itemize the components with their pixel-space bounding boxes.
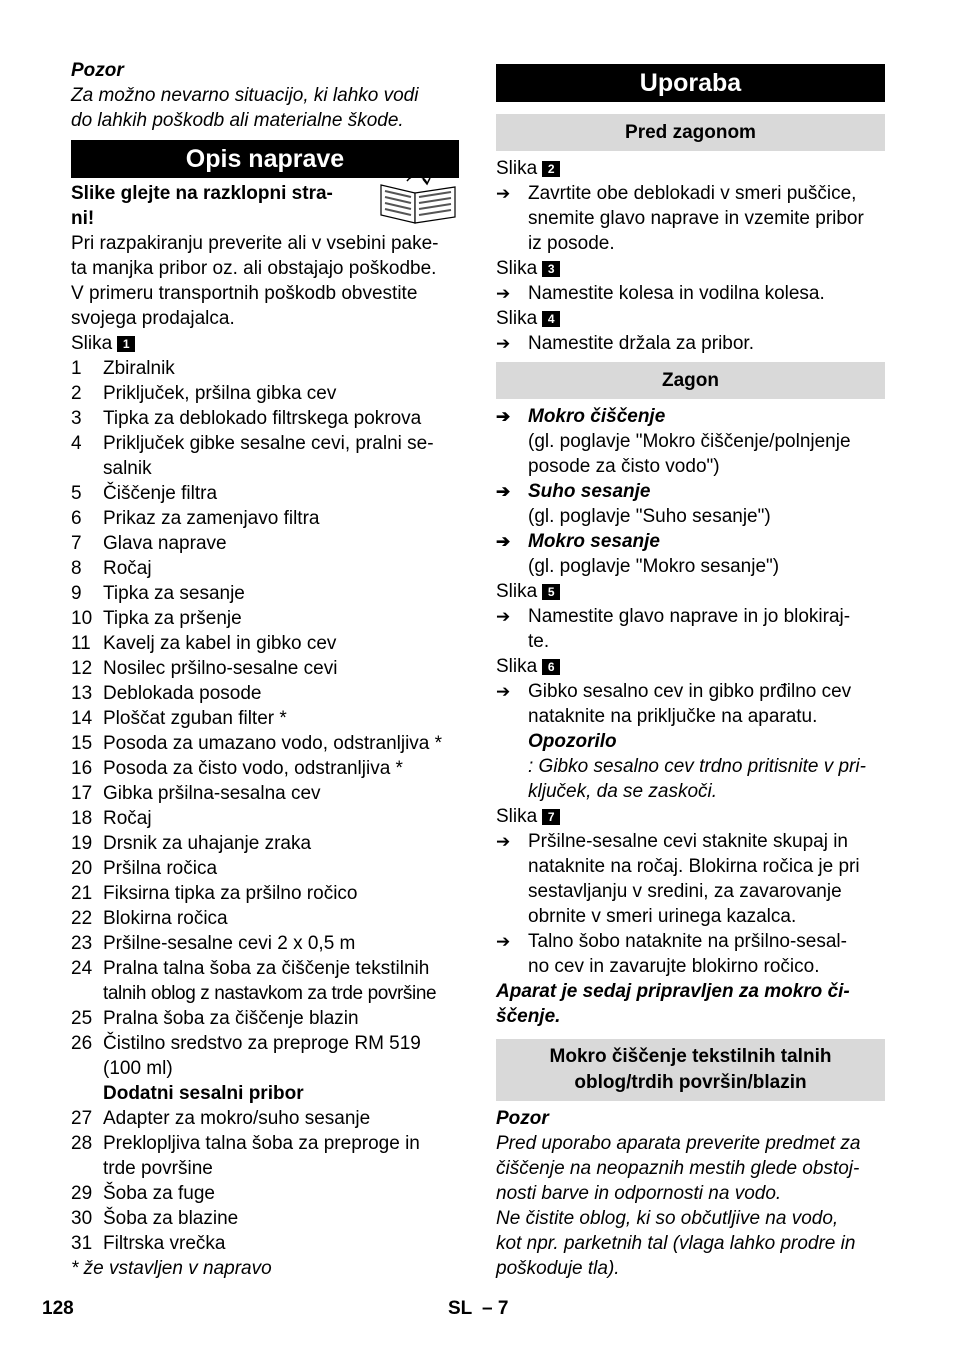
item-text: Adapter za mokro/suho sesanje — [103, 1108, 371, 1129]
list-item — [71, 506, 459, 531]
item-number: 20 — [71, 858, 93, 879]
pozor-text: nosti barve in odpornosti na vodo. — [496, 1183, 782, 1204]
item-text: Nosilec pršilno-sesalne cevi — [103, 658, 338, 679]
item-number: 25 — [71, 1008, 93, 1029]
step-text: Gibko sesalno cev in gibko prđilno cev — [528, 681, 852, 702]
item-number: 15 — [71, 733, 93, 754]
step-line — [496, 929, 885, 954]
item-text: Kavelj za kabel in gibko cev — [103, 633, 337, 654]
item-number: 9 — [71, 583, 82, 604]
pozor-text: Pred uporabo aparata preverite predmet za — [496, 1133, 861, 1154]
list-item — [71, 631, 459, 656]
item-text: Priključek gibke sesalne cevi, pralni se- — [103, 433, 434, 454]
item-number: 30 — [71, 1208, 93, 1229]
item-number: 7 — [71, 533, 82, 554]
intro-text: svojega prodajalca. — [71, 308, 235, 329]
item-text: Tipka za deblokado filtrskega pokrova — [103, 408, 422, 429]
arrow-icon: ➔ — [496, 682, 511, 701]
figure-number-badge: 2 — [542, 161, 560, 177]
mode-line — [496, 479, 885, 504]
figure-label: Slika — [496, 581, 538, 602]
figure-ref — [496, 256, 885, 281]
intro-text: V primeru transportnih poškodb obvestite — [71, 283, 418, 304]
mode-title: Suho sesanje — [528, 481, 651, 502]
list-item — [71, 881, 459, 906]
item-text: Blokirna ročica — [103, 908, 228, 929]
list-item — [71, 731, 459, 756]
mode-title: Mokro čiščenje — [528, 406, 666, 427]
item-text: Pralna šoba za čiščenje blazin — [103, 1008, 359, 1029]
item-number: 11 — [71, 633, 91, 654]
mode-ref: (gl. poglavje "Mokro čiščenje/polnjenje — [528, 431, 851, 452]
item-text: Priključek, pršilna gibka cev — [103, 383, 337, 404]
figure-ref — [496, 156, 885, 181]
mode-line — [496, 529, 885, 554]
mode-title: Mokro sesanje — [528, 531, 660, 552]
item-number: 18 — [71, 808, 93, 829]
section-page-number: – 7 — [482, 1298, 509, 1319]
open-book-icon — [377, 173, 459, 227]
list-item — [71, 606, 459, 631]
arrow-icon: ➔ — [496, 532, 511, 551]
step-text: no cev in zavarujte blokirno ročico. — [528, 956, 820, 977]
list-item — [71, 481, 459, 506]
item-number: 8 — [71, 558, 82, 579]
item-number: 5 — [71, 483, 82, 504]
arrow-icon: ➔ — [496, 334, 511, 353]
item-text: Drsnik za uhajanje zraka — [103, 833, 312, 854]
list-item — [71, 531, 459, 556]
item-text-continued: talnih oblog z nastavkom za trde površine — [103, 983, 437, 1004]
figure-ref — [496, 654, 885, 679]
subheading-line: oblog/trdih površin/blazin — [574, 1072, 807, 1093]
step-line — [496, 281, 885, 306]
step-text: sestavljanju v sredini, za zavarovanje — [528, 881, 842, 902]
item-text: Pršilne-sesalne cevi 2 x 0,5 m — [103, 933, 356, 954]
accessory-list — [71, 1106, 459, 1256]
item-text: Ploščat zguban filter * — [103, 708, 287, 729]
item-number: 3 — [71, 408, 82, 429]
list-item — [71, 1231, 459, 1256]
figure-label: Slika — [71, 333, 113, 354]
step-text: iz posode. — [528, 233, 615, 254]
item-text: Čiščenje filtra — [103, 483, 218, 504]
item-text: Tipka za pršenje — [103, 608, 242, 629]
figure-label: Slika — [496, 806, 538, 827]
step-line — [496, 829, 885, 854]
item-number: 27 — [71, 1108, 93, 1129]
pozor-text: Ne čistite oblog, ki so občutljive na vodo, — [496, 1208, 839, 1229]
item-number: 13 — [71, 683, 93, 704]
arrow-icon: ➔ — [496, 832, 511, 851]
item-text: Tipka za sesanje — [103, 583, 245, 604]
item-number: 2 — [71, 383, 82, 404]
footnote: * že vstavljen v napravo — [71, 1258, 272, 1279]
ready-note: Aparat je sedaj pripravljen za mokro či- — [496, 981, 850, 1002]
item-text: Šoba za fuge — [103, 1183, 215, 1204]
ready-note: ščenje. — [496, 1006, 561, 1027]
page-number: 128 — [42, 1298, 74, 1319]
mode-line — [496, 404, 885, 429]
figure-ref — [71, 331, 459, 356]
step-text: obrnite v smeri urinega kazalca. — [528, 906, 797, 927]
component-list — [71, 356, 459, 1081]
list-item — [71, 1206, 459, 1231]
arrow-icon: ➔ — [496, 482, 511, 501]
step-text: te. — [528, 631, 550, 652]
step-line — [496, 679, 885, 704]
section-heading-opis-naprave: Opis naprave — [71, 140, 459, 178]
arrow-icon: ➔ — [496, 407, 511, 426]
item-text-continued: trde površine — [103, 1158, 213, 1179]
figure-number-badge: 7 — [542, 809, 560, 825]
list-item — [71, 1106, 459, 1131]
intro-block — [71, 181, 459, 331]
item-text-continued: (100 ml) — [103, 1058, 173, 1079]
step-text: Namestite kolesa in vodilna kolesa. — [528, 283, 825, 304]
figure-label: Slika — [496, 308, 538, 329]
subheading-line: Mokro čiščenje tekstilnih talnih — [549, 1046, 832, 1067]
item-text-continued: salnik — [103, 458, 152, 479]
step-line — [496, 181, 885, 206]
item-text: Filtrska vrečka — [103, 1233, 226, 1254]
item-text: Prikaz za zamenjavo filtra — [103, 508, 320, 529]
figure-number-badge: 4 — [542, 311, 560, 327]
subheading-mokro-ciscenje — [496, 1039, 885, 1101]
warning-text: : Gibko sesalno cev trdno pritisnite v pri- — [528, 756, 866, 777]
step-text: Zavrtite obe deblokadi v smeri puščice, — [528, 183, 857, 204]
accessory-subheading: Dodatni sesalni pribor — [103, 1083, 304, 1104]
step-text: snemite glavo naprave in vzemite pribor — [528, 208, 864, 229]
see-pages-note: Slike glejte na razklopni stra- — [71, 183, 333, 204]
list-item — [71, 906, 459, 931]
list-item — [71, 656, 459, 681]
figure-number-badge: 3 — [542, 261, 560, 277]
list-item — [71, 856, 459, 881]
subheading-zagon: Zagon — [496, 362, 885, 399]
figure-number-badge: 5 — [542, 584, 560, 600]
item-text: Zbiralnik — [103, 358, 175, 379]
item-number: 21 — [71, 883, 93, 904]
list-item — [71, 1131, 459, 1156]
step-text: nataknite na ročaj. Blokirna ročica je pri — [528, 856, 860, 877]
item-text: Pršilna ročica — [103, 858, 218, 879]
section-heading-uporaba: Uporaba — [496, 64, 885, 102]
list-item — [71, 781, 459, 806]
figure-label: Slika — [496, 656, 538, 677]
pozor-text: Za možno nevarno situacijo, ki lahko vodi — [71, 85, 419, 106]
mode-ref: posode za čisto vodo") — [528, 456, 720, 477]
item-text: Šoba za blazine — [103, 1208, 239, 1229]
item-number: 14 — [71, 708, 93, 729]
item-number: 29 — [71, 1183, 93, 1204]
list-item — [71, 956, 459, 981]
item-text: Deblokada posode — [103, 683, 262, 704]
item-number: 26 — [71, 1033, 93, 1054]
step-text: Namestite držala za pribor. — [528, 333, 754, 354]
item-text: Fiksirna tipka za pršilno ročico — [103, 883, 358, 904]
arrow-icon: ➔ — [496, 932, 511, 951]
item-number: 6 — [71, 508, 82, 529]
warning-title: Opozorilo — [528, 731, 617, 752]
arrow-icon: ➔ — [496, 184, 511, 203]
list-item — [71, 1031, 459, 1056]
list-item — [71, 406, 459, 431]
pozor-title: Pozor — [496, 1108, 549, 1129]
figure-ref — [496, 306, 885, 331]
item-text: Gibka pršilna-sesalna cev — [103, 783, 321, 804]
item-number: 4 — [71, 433, 82, 454]
list-item — [71, 556, 459, 581]
step-line — [496, 331, 885, 356]
figure-number-badge: 1 — [117, 336, 135, 352]
figure-label: Slika — [496, 258, 538, 279]
item-number: 1 — [71, 358, 82, 379]
intro-text: ta manjka pribor oz. ali obstajajo poškodbe. — [71, 258, 437, 279]
see-pages-note: ni! — [71, 208, 95, 229]
list-item — [71, 681, 459, 706]
item-text: Ročaj — [103, 558, 152, 579]
language-code: SL — [448, 1298, 473, 1319]
item-text: Posoda za umazano vodo, odstranljiva * — [103, 733, 443, 754]
item-number: 31 — [71, 1233, 93, 1254]
item-text: Pralna talna šoba za čiščenje tekstilnih — [103, 958, 430, 979]
arrow-icon: ➔ — [496, 607, 511, 626]
item-text: Ročaj — [103, 808, 152, 829]
list-item — [71, 806, 459, 831]
pozor-text: poškoduje tla). — [496, 1258, 620, 1279]
list-item — [71, 431, 459, 456]
list-item — [71, 706, 459, 731]
item-number: 23 — [71, 933, 93, 954]
figure-ref — [496, 579, 885, 604]
item-number: 24 — [71, 958, 93, 979]
item-number: 16 — [71, 758, 93, 779]
step-text: Talno šobo nataknite na pršilno-sesal- — [528, 931, 847, 952]
item-number: 19 — [71, 833, 93, 854]
item-text: Glava naprave — [103, 533, 227, 554]
item-number: 10 — [71, 608, 93, 629]
list-item — [71, 1006, 459, 1031]
arrow-icon: ➔ — [496, 284, 511, 303]
step-text: nataknite na priključke na aparatu. — [528, 706, 818, 727]
list-item — [71, 831, 459, 856]
pozor-text: čiščenje na neopaznih mestih glede obstoj- — [496, 1158, 860, 1179]
list-item — [71, 356, 459, 381]
item-text: Posoda za čisto vodo, odstranljiva * — [103, 758, 403, 779]
mode-ref: (gl. poglavje "Suho sesanje") — [528, 506, 771, 527]
right-column — [496, 58, 885, 1281]
figure-label: Slika — [496, 158, 538, 179]
list-item — [71, 381, 459, 406]
pozor-text: kot npr. parketnih tal (vlaga lahko prodre in — [496, 1233, 856, 1254]
step-text: Namestite glavo naprave in jo blokiraj- — [528, 606, 851, 627]
step-line — [496, 604, 885, 629]
mode-ref: (gl. poglavje "Mokro sesanje") — [528, 556, 780, 577]
warning-text: ključek, da se zaskoči. — [528, 781, 718, 802]
item-number: 28 — [71, 1133, 93, 1154]
pozor-text: do lahkih poškodb ali materialne škode. — [71, 110, 404, 131]
item-number: 12 — [71, 658, 93, 679]
list-item — [71, 1181, 459, 1206]
list-item — [71, 756, 459, 781]
list-item — [71, 581, 459, 606]
item-number: 22 — [71, 908, 93, 929]
item-text: Preklopljiva talna šoba za preproge in — [103, 1133, 420, 1154]
step-text: Pršilne-sesalne cevi staknite skupaj in — [528, 831, 848, 852]
item-text: Čistilno sredstvo za preproge RM 519 — [103, 1033, 421, 1054]
intro-text: Pri razpakiranju preverite ali v vsebini pake- — [71, 233, 439, 254]
item-number: 17 — [71, 783, 93, 804]
pozor-title: Pozor — [71, 60, 124, 81]
figure-ref — [496, 804, 885, 829]
list-item — [71, 931, 459, 956]
subheading-pred-zagonom: Pred zagonom — [496, 114, 885, 151]
figure-number-badge: 6 — [542, 659, 560, 675]
left-column — [71, 58, 459, 1281]
